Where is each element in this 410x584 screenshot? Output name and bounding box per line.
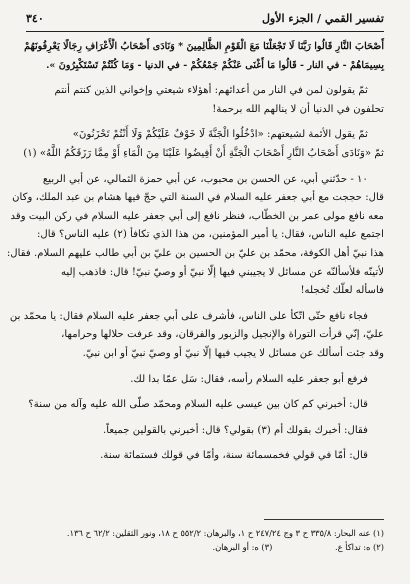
paragraph-gap: [26, 440, 384, 447]
text-line: وقد جئت أسألك عن مسائل لا يجيب فيها إلّا نبيّ أو وصيّ نبيّ أو ابن نبيّ.: [82, 347, 384, 359]
text-line: قال: أمّا في قولي فخمسمائة سنة، وأمّا في قولك فستمائة سنة.: [100, 450, 368, 462]
text-line: فرفع أبو جعفر عليه السلام رأسه، فقال: سَل عمّا بدا لك.: [130, 373, 368, 385]
text-line: فجاء نافع حتّى اتّكأ على الناس، فأشرف على أبي جعفر عليه السلام فقال: يا محمّد بن: [9, 310, 368, 322]
text-line: أَصْحَابَ النَّارِ قَالُوا رَبَّنَا لَا تَجْعَلْنَا مَعَ الْقَوْمِ الظَّالِمِينَ * وَنَادَى أَصْحَابُ الْأَعْرَافِ رِجَالًا يَعْرِفُونَهُمْ: [24, 41, 384, 52]
paragraph-gap: [26, 119, 384, 126]
paragraph-gap: [26, 75, 384, 82]
text-line: ثمّ يقول الأئمة لشيعتهم: «ادْخُلُوا الْجَنَّةَ لَا خَوْفٌ عَلَيْكُمْ وَلَا أَنْتُمْ تَحْزَنُونَ»: [72, 129, 368, 141]
text-line: قال: أخبرني كم كان بين عيسى عليه السلام ومحمّد صلّى الله عليه وآله من سنة؟: [28, 399, 368, 411]
paragraph-gap: [26, 389, 384, 396]
text-line: عليّ، إنّي قرأت التوراة والإنجيل والزبور والفرقان، وقد عرفت حلالها وحرامها،: [61, 329, 384, 341]
page-number: ٣٤٠: [26, 12, 44, 25]
text-line: فقال: أخبرك بقولك أم (٣) بقولي؟ قال: أخبرني بالقولين جميعاً.: [103, 424, 368, 436]
paragraph-gap: [26, 415, 384, 422]
footnote-3: (٣) ه: أو البرهان.: [212, 542, 273, 552]
text-line: بِسِيمَاهُمْ - في النار - قَالُوا مَا أَغْنَى عَنْكُمْ جَمْعُكُمْ - في الدنيا - وَمَا كُنْتُمْ تَسْتَكْبِرُونَ ».: [46, 59, 384, 71]
text-line: تحلفون في الدنيا أن لا ينالهم الله برحمة!: [212, 103, 384, 115]
paragraph-gap: [26, 301, 384, 308]
running-title: تفسير القمي / الجزء الأول: [261, 12, 384, 25]
footnote-row: [26, 540, 384, 554]
text-line: ثمّ يقولون لمن في النار من أعدائهم: أهؤلاء شيعتي وإخواني الذين كنتم أنتم: [54, 85, 368, 97]
page-header: [26, 10, 384, 30]
text-line: لأتينّه فلأسألنّه عن مسائل لا يجيبني فيها إلّا نبيّ أو وصيّ نبيّ! قال: فاذهب إليه: [60, 266, 384, 278]
text-line: ثمّ «وَنَادَى أَصْحَابُ النَّارِ أَصْحَابَ الْجَنَّةِ أَنْ أَفِيضُوا عَلَيْنَا مِنَ الْمَاءِ أَوْ مِمَّا رَزَقَكُمُ اللَّهُ» (١): [23, 147, 384, 159]
footnote-separator: [264, 519, 384, 520]
text-line: اجتمع عليه الناس، فقال: يا أمير المؤمنين، من هذا الذي تكافأ (٢) عليه الناس؟ قال:: [36, 229, 384, 241]
footnote-2: (٢) ه: تداكأ ع.: [334, 542, 384, 552]
text-line: قال: حججت مع أبي جعفر عليه السلام في السنة التي حجّ فيها هشام بن عبد الملك، وكان: [12, 192, 384, 204]
paragraph-gap: [26, 164, 384, 171]
paragraph-gap: [26, 364, 384, 371]
text-line: هذا نبيّ أهل الكوفة، محمّد بن عليّ بن الحسين بن عليّ بن أبي طالب عليهم السلام. فقال:: [6, 247, 384, 259]
header-rule: [26, 31, 384, 32]
text-line: فاسأله لعلّك تُخجله!: [300, 285, 384, 297]
text-line: معه نافع مولى عمر بن الخطّاب، فنظر نافع إلى أبي جعفر عليه السلام في ركن البيت وقد: [10, 210, 384, 222]
page-body: [6, 38, 384, 466]
text-line: ١٠ - حدّثني أبي، عن الحسن بن محبوب، عن أبي حمزة الثمالي، عن أبي الربيع: [42, 173, 368, 185]
footnotes: [26, 526, 384, 554]
footnote-1: (١) عنه البحار: ٣٣٥/٨ ح ٣ وج ٢٤٧/٢٤ ح ١، والبرهان: ٥٥٢/٢ ح ١٨، ونور الثقلين: ٦٢/٢ ح ١٣٦.: [66, 528, 384, 538]
